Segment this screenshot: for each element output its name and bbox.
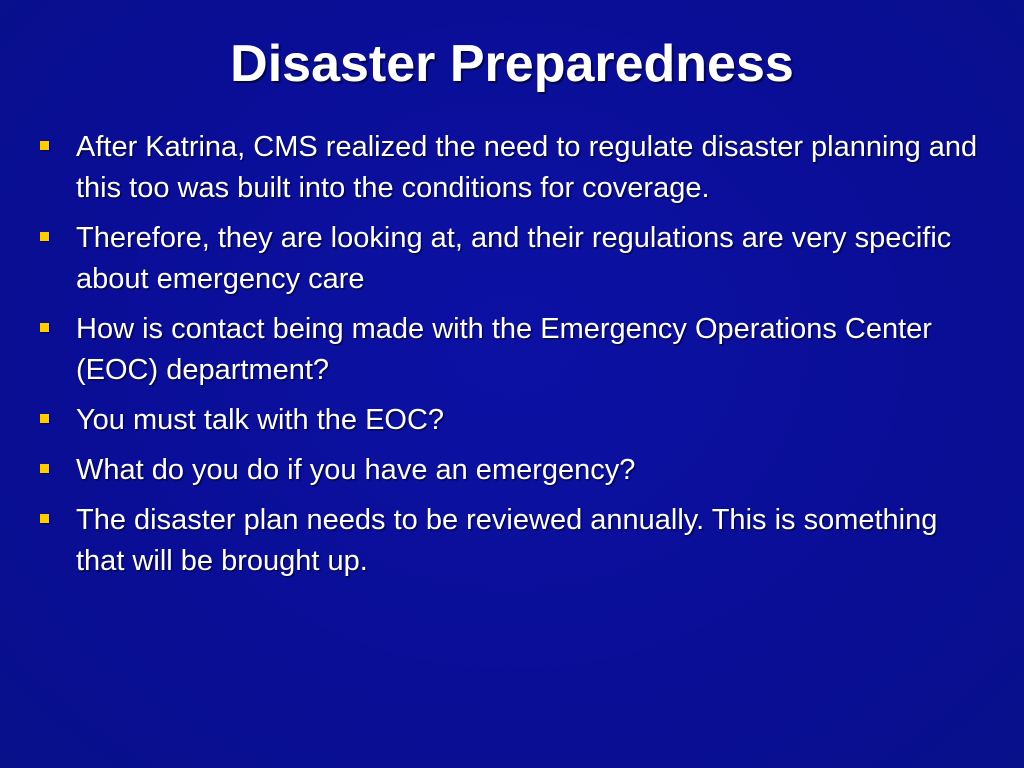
slide-title: Disaster Preparedness	[230, 35, 794, 93]
bullet-text: How is contact being made with the Emergency Operations Center (EOC) department?	[76, 313, 932, 386]
bullet-text: You must talk with the EOC?	[76, 404, 445, 436]
square-bullet-icon	[40, 514, 49, 523]
bullet-item	[36, 127, 986, 209]
bullet-text: After Katrina, CMS realized the need to regulate disaster planning and this too was built into the conditions for coverage.	[76, 131, 978, 204]
bullet-text: Therefore, they are looking at, and their regulations are very specific about emergency care	[76, 222, 952, 295]
square-bullet-icon	[40, 141, 49, 150]
bullet-text: What do you do if you have an emergency?	[76, 454, 636, 486]
square-bullet-icon	[40, 464, 49, 473]
bullet-item	[36, 450, 986, 491]
square-bullet-icon	[40, 414, 49, 423]
square-bullet-icon	[40, 323, 49, 332]
bullet-item	[36, 309, 986, 391]
bullet-item	[36, 500, 986, 582]
bullet-item	[36, 400, 986, 441]
bullet-list	[36, 127, 986, 591]
bullet-item	[36, 218, 986, 300]
square-bullet-icon	[40, 232, 49, 241]
bullet-text: The disaster plan needs to be reviewed annually. This is something that will be brought up.	[76, 504, 938, 577]
